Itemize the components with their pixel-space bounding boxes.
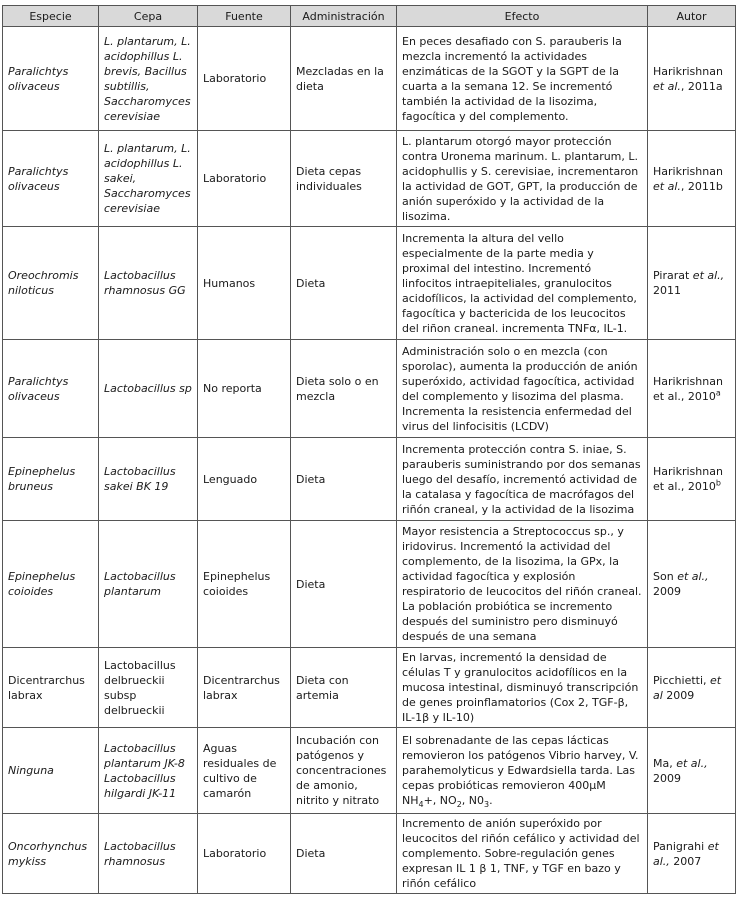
- cell-administracion: Incubación con patógenos y concentraciones de amonio, nitrito y nitrato: [291, 728, 397, 814]
- table-row: [3, 131, 736, 227]
- cell-autor: [648, 131, 736, 227]
- efecto-text: +, NO: [423, 794, 457, 807]
- cell-especie: Epinephelus bruneus: [3, 438, 99, 521]
- cell-especie: Oreochromis niloticus: [3, 227, 99, 340]
- cell-fuente: Dicentrarchus labrax: [198, 648, 291, 728]
- cell-autor: [648, 728, 736, 814]
- cell-cepa: Lactobacillus sp: [99, 340, 198, 438]
- cell-efecto: [397, 728, 648, 814]
- author-etal: et al.: [653, 179, 681, 193]
- cell-fuente: Aguas residuales de cultivo de camarón: [198, 728, 291, 814]
- cell-administracion: Dieta: [291, 438, 397, 521]
- cell-administracion: Dieta cepas individuales: [291, 131, 397, 227]
- cell-administracion: Mezcladas en la dieta: [291, 27, 397, 131]
- efecto-subscript: 4: [418, 800, 424, 810]
- author-year: 2011: [653, 284, 681, 297]
- cell-administracion: Dieta: [291, 521, 397, 648]
- cell-administracion: Dieta con artemia: [291, 648, 397, 728]
- header-efecto: Efecto: [397, 6, 648, 27]
- cell-fuente: Laboratorio: [198, 27, 291, 131]
- header-especie: Especie: [3, 6, 99, 27]
- cell-fuente: Humanos: [198, 227, 291, 340]
- cell-fuente: Lenguado: [198, 438, 291, 521]
- author-year: , 2011b: [680, 179, 723, 193]
- author-name: Harikrishnan et al., 2010: [653, 465, 723, 493]
- cell-administracion: Dieta: [291, 814, 397, 894]
- author-name: Son: [653, 570, 678, 583]
- author-year: , 2011a: [680, 79, 723, 93]
- cell-fuente: Laboratorio: [198, 814, 291, 894]
- table-row: [3, 27, 736, 131]
- cell-efecto: Administración solo o en mezcla (con sporolac), aumenta la producción de anión superóxido, actividad fagocítica, actividad del complemento y lisozima del plasma. Incrementa la resistencia enfermedad del virus del linfocisitis (LCDV): [397, 340, 648, 438]
- table-row: [3, 438, 736, 521]
- cell-cepa: Lactobacillus delbrueckii subsp delbrueckii: [99, 648, 198, 728]
- cell-fuente: Epinephelus coioides: [198, 521, 291, 648]
- author-year: 2009: [653, 585, 681, 598]
- efecto-subscript: 3: [484, 800, 490, 810]
- cell-autor: [648, 27, 736, 131]
- table-row: [3, 814, 736, 894]
- author-year: 2009: [653, 771, 681, 785]
- table-row: [3, 521, 736, 648]
- author-name: Picchietti,: [653, 673, 711, 687]
- author-etal: et al.: [653, 79, 681, 93]
- author-etal: et al.,: [653, 839, 719, 868]
- cepa-strain-2: Lactobacillus hilgardi JK-11: [104, 771, 177, 800]
- cepa-strain-1: Lactobacillus plantarum JK-8: [104, 741, 185, 770]
- cell-especie: Oncorhynchus mykiss: [3, 814, 99, 894]
- cell-especie: Epinephelus coioides: [3, 521, 99, 648]
- cell-administracion: Dieta solo o en mezcla: [291, 340, 397, 438]
- author-etal: et al.,: [676, 756, 708, 770]
- cell-autor: [648, 648, 736, 728]
- cell-efecto: En larvas, incrementó la densidad de células T y granulocitos acidofílicos en la mucosa intestinal, disminuyó transcripción de genes proinflamatorios (Cox 2, TGF-β, IL-1β y IL-10): [397, 648, 648, 728]
- author-name: Harikrishnan: [653, 164, 723, 178]
- author-name: Pirarat: [653, 269, 693, 282]
- cell-efecto: Incrementa protección contra S. iniae, S. parauberis suministrando por dos semanas luego del desafío, incrementó actividad de la catalasa y fagocítica de macrófagos del riñón craneal, y la actividad de la lisozima: [397, 438, 648, 521]
- efecto-text: .: [489, 794, 493, 807]
- cell-cepa: L. plantarum, L. acidophillus L. sakei, Saccharomyces cerevisiae: [99, 131, 198, 227]
- author-name: Harikrishnan et al., 2010: [653, 374, 723, 403]
- cell-efecto: L. plantarum otorgó mayor protección contra Uronema marinum. L. plantarum, L. acidophullis y S. cerevisiae, incrementaron la actividad de GOT, GPT, la producción de anión superóxido y la actividad de la lisozima.: [397, 131, 648, 227]
- author-etal: et al: [653, 673, 722, 702]
- cell-autor: [648, 340, 736, 438]
- cell-cepa: Lactobacillus plantarum: [99, 521, 198, 648]
- header-fuente: Fuente: [198, 6, 291, 27]
- cell-cepa: Lactobacillus rhamnosus GG: [99, 227, 198, 340]
- table-header-row: [3, 6, 736, 27]
- cell-autor: [648, 814, 736, 894]
- cell-autor: [648, 227, 736, 340]
- cell-efecto: Mayor resistencia a Streptococcus sp., y iridovirus. Incrementó la actividad del complemento, de la lisozima, la GPx, la actividad fagocítica y explosión respiratorio de leucocitos del riñón craneal. La población probiótica se incremento después del suministro pero disminuyó después de una semana: [397, 521, 648, 648]
- header-autor: Autor: [648, 6, 736, 27]
- cell-cepa: Lactobacillus rhamnosus: [99, 814, 198, 894]
- header-administracion: Administración: [291, 6, 397, 27]
- cell-administracion: Dieta: [291, 227, 397, 340]
- cell-cepa: [99, 728, 198, 814]
- author-name: Ma,: [653, 756, 677, 770]
- author-etal: et al.,: [677, 570, 709, 583]
- cell-efecto: En peces desafiado con S. parauberis la mezcla incrementó la actividades enzimáticas de la SGOT y la SGPT de la cuarta a la semana 12. Se incrementó también la actividad de la lisozima, fagocítica y del complemento.: [397, 27, 648, 131]
- cell-especie: Ninguna: [3, 728, 99, 814]
- cell-fuente: No reporta: [198, 340, 291, 438]
- cell-especie: Paralichtys olivaceus: [3, 340, 99, 438]
- cell-cepa: L. plantarum, L. acidophillus L. brevis, Bacillus subtillis, Saccharomyces cerevisiae: [99, 27, 198, 131]
- author-name: Panigrahi: [653, 839, 708, 853]
- efecto-subscript: 2: [456, 800, 462, 810]
- author-etal: et al.,: [692, 269, 725, 282]
- efecto-text: , N0: [461, 794, 485, 807]
- cell-fuente: Laboratorio: [198, 131, 291, 227]
- table-row: [3, 728, 736, 814]
- author-superscript: a: [715, 387, 721, 397]
- cell-especie: Paralichtys olivaceus: [3, 27, 99, 131]
- cell-autor: [648, 521, 736, 648]
- author-year: 2007: [669, 854, 702, 868]
- table-row: [3, 227, 736, 340]
- header-cepa: Cepa: [99, 6, 198, 27]
- table-row: [3, 340, 736, 438]
- cell-efecto: Incrementa la altura del vello especialmente de la parte media y proximal del intestino. Incrementó linfocitos intraepiteliales, granulocitos acidofílicos, la actividad del complemento, fagocítica y bactericida de los leucocitos del riñon craneal. incrementa TNFα, IL-1.: [397, 227, 648, 340]
- author-name: Harikrishnan: [653, 64, 723, 78]
- cell-especie: Dicentrarchus labrax: [3, 648, 99, 728]
- cell-especie: Paralichtys olivaceus: [3, 131, 99, 227]
- table-row: [3, 648, 736, 728]
- cell-efecto: Incremento de anión superóxido por leucocitos del riñón cefálico y actividad del complemento. Sobre-regulación genes expresan IL 1 β 1, TNF, y TGF en bazo y riñón cefálico: [397, 814, 648, 894]
- efecto-text: El sobrenadante de las cepas lácticas removieron los patógenos Vibrio harvey, V. parahemolyticus y Edwardsiella tarda. Las cepas probióticas removieron 400μM NH: [402, 734, 639, 807]
- author-superscript: b: [715, 478, 721, 488]
- author-year: 2009: [662, 688, 695, 702]
- cell-cepa: Lactobacillus sakei BK 19: [99, 438, 198, 521]
- probiotics-table: [2, 5, 736, 894]
- cell-autor: [648, 438, 736, 521]
